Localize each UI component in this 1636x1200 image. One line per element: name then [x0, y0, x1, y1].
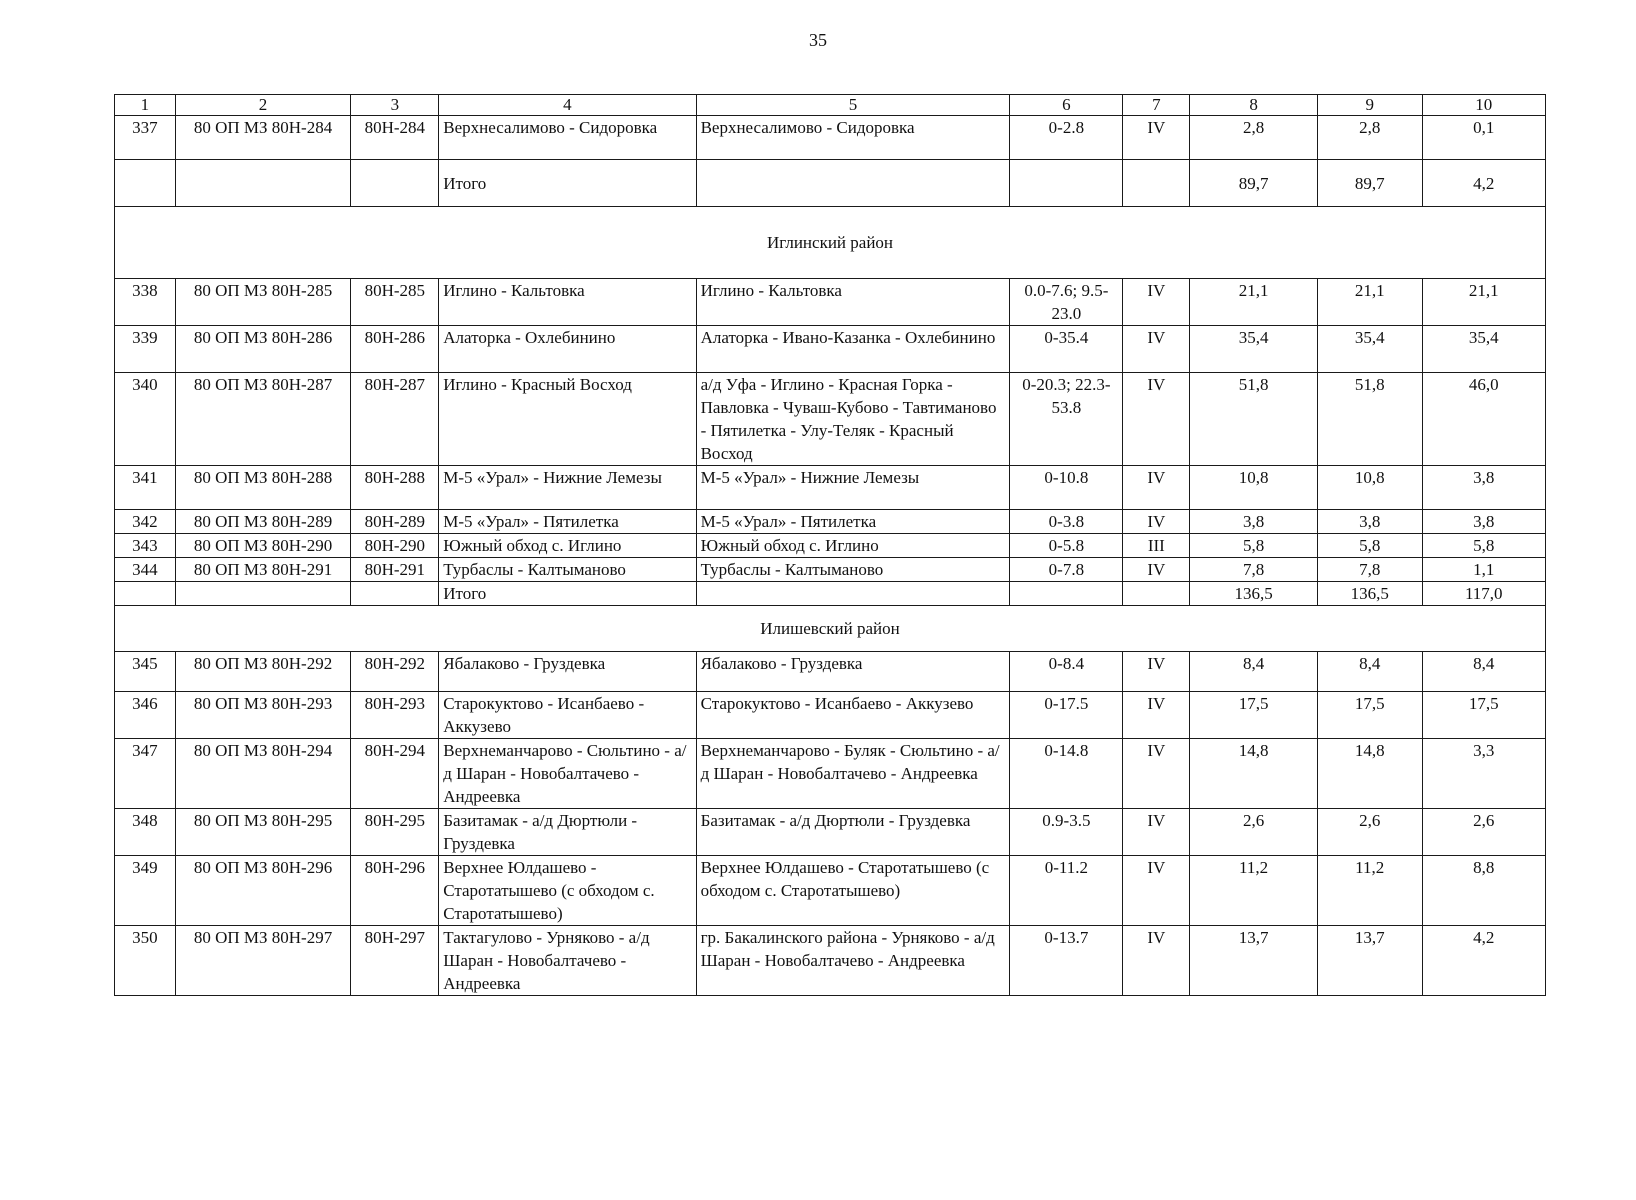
- road-id: 80Н-289: [351, 510, 439, 534]
- empty-cell: [1123, 160, 1190, 207]
- length-region: 13,7: [1317, 926, 1422, 996]
- km-range: 0-13.7: [1010, 926, 1123, 996]
- length-region: 10,8: [1317, 466, 1422, 510]
- row-number: 345: [115, 652, 176, 692]
- district-row: [115, 606, 1546, 652]
- total-label: Итого: [439, 160, 696, 207]
- table-row: [115, 466, 1546, 510]
- road-id: 80Н-290: [351, 534, 439, 558]
- length-hard: 5,8: [1422, 534, 1546, 558]
- route-description: Базитамак - а/д Дюртюли - Груздевка: [696, 809, 1010, 856]
- road-id: 80Н-287: [351, 373, 439, 466]
- road-name: Южный обход с. Иглино: [439, 534, 696, 558]
- total-length-total: 136,5: [1190, 582, 1318, 606]
- road-code: 80 ОП МЗ 80Н-293: [175, 692, 351, 739]
- table-row: [115, 692, 1546, 739]
- km-range: 0.0-7.6; 9.5-23.0: [1010, 279, 1123, 326]
- category: IV: [1123, 809, 1190, 856]
- length-hard: 2,6: [1422, 809, 1546, 856]
- length-hard: 4,2: [1422, 926, 1546, 996]
- length-hard: 1,1: [1422, 558, 1546, 582]
- empty-cell: [175, 582, 351, 606]
- total-row: [115, 160, 1546, 207]
- category: IV: [1123, 326, 1190, 373]
- category: III: [1123, 534, 1190, 558]
- category: IV: [1123, 279, 1190, 326]
- road-id: 80Н-286: [351, 326, 439, 373]
- empty-cell: [1010, 160, 1123, 207]
- table-body: [115, 95, 1546, 996]
- length-hard: 3,8: [1422, 510, 1546, 534]
- length-hard: 8,4: [1422, 652, 1546, 692]
- km-range: 0-8.4: [1010, 652, 1123, 692]
- row-number: 346: [115, 692, 176, 739]
- road-id: 80Н-295: [351, 809, 439, 856]
- length-region: 7,8: [1317, 558, 1422, 582]
- empty-cell: [175, 160, 351, 207]
- length-total: 21,1: [1190, 279, 1318, 326]
- km-range: 0-7.8: [1010, 558, 1123, 582]
- empty-cell: [1123, 582, 1190, 606]
- length-total: 7,8: [1190, 558, 1318, 582]
- road-name: Ябалаково - Груздевка: [439, 652, 696, 692]
- road-code: 80 ОП МЗ 80Н-286: [175, 326, 351, 373]
- road-id: 80Н-284: [351, 116, 439, 160]
- length-total: 13,7: [1190, 926, 1318, 996]
- table-row: [115, 809, 1546, 856]
- road-code: 80 ОП МЗ 80Н-284: [175, 116, 351, 160]
- road-code: 80 ОП МЗ 80Н-297: [175, 926, 351, 996]
- category: IV: [1123, 466, 1190, 510]
- table-row: [115, 856, 1546, 926]
- road-id: 80Н-293: [351, 692, 439, 739]
- road-id: 80Н-285: [351, 279, 439, 326]
- road-id: 80Н-296: [351, 856, 439, 926]
- length-region: 2,6: [1317, 809, 1422, 856]
- empty-cell: [115, 582, 176, 606]
- category: IV: [1123, 373, 1190, 466]
- column-number: 9: [1317, 95, 1422, 116]
- row-number: 344: [115, 558, 176, 582]
- road-code: 80 ОП МЗ 80Н-292: [175, 652, 351, 692]
- table-row: [115, 510, 1546, 534]
- length-total: 17,5: [1190, 692, 1318, 739]
- total-row: [115, 582, 1546, 606]
- km-range: 0-20.3; 22.3-53.8: [1010, 373, 1123, 466]
- length-total: 8,4: [1190, 652, 1318, 692]
- length-hard: 8,8: [1422, 856, 1546, 926]
- road-id: 80Н-294: [351, 739, 439, 809]
- length-region: 51,8: [1317, 373, 1422, 466]
- road-name: Турбаслы - Калтыманово: [439, 558, 696, 582]
- route-description: Южный обход с. Иглино: [696, 534, 1010, 558]
- route-description: а/д Уфа - Иглино - Красная Горка - Павловка - Чуваш-Кубово - Тавтиманово - Пятилетка - Улу-Теляк - Красный Восход: [696, 373, 1010, 466]
- row-number: 349: [115, 856, 176, 926]
- route-description: М-5 «Урал» - Пятилетка: [696, 510, 1010, 534]
- road-id: 80Н-291: [351, 558, 439, 582]
- route-description: Турбаслы - Калтыманово: [696, 558, 1010, 582]
- road-code: 80 ОП МЗ 80Н-294: [175, 739, 351, 809]
- category: IV: [1123, 926, 1190, 996]
- road-code: 80 ОП МЗ 80Н-291: [175, 558, 351, 582]
- road-name: Верхнеманчарово - Сюльтино - а/д Шаран - Новобалтачево - Андреевка: [439, 739, 696, 809]
- km-range: 0-5.8: [1010, 534, 1123, 558]
- length-region: 2,8: [1317, 116, 1422, 160]
- total-length-total: 89,7: [1190, 160, 1318, 207]
- km-range: 0-10.8: [1010, 466, 1123, 510]
- length-region: 3,8: [1317, 510, 1422, 534]
- length-total: 2,8: [1190, 116, 1318, 160]
- table-row: [115, 534, 1546, 558]
- length-region: 11,2: [1317, 856, 1422, 926]
- column-number: 1: [115, 95, 176, 116]
- length-region: 21,1: [1317, 279, 1422, 326]
- length-total: 2,6: [1190, 809, 1318, 856]
- row-number: 342: [115, 510, 176, 534]
- length-region: 14,8: [1317, 739, 1422, 809]
- road-name: Старокуктово - Исанбаево - Аккузево: [439, 692, 696, 739]
- road-name: Иглино - Красный Восход: [439, 373, 696, 466]
- district-row: [115, 207, 1546, 279]
- road-code: 80 ОП МЗ 80Н-289: [175, 510, 351, 534]
- length-total: 14,8: [1190, 739, 1318, 809]
- total-length-hard: 4,2: [1422, 160, 1546, 207]
- km-range: 0-17.5: [1010, 692, 1123, 739]
- road-name: Базитамак - а/д Дюртюли - Груздевка: [439, 809, 696, 856]
- row-number: 343: [115, 534, 176, 558]
- row-number: 347: [115, 739, 176, 809]
- table-row: [115, 739, 1546, 809]
- road-id: 80Н-288: [351, 466, 439, 510]
- row-number: 339: [115, 326, 176, 373]
- road-id: 80Н-297: [351, 926, 439, 996]
- length-region: 5,8: [1317, 534, 1422, 558]
- column-number: 10: [1422, 95, 1546, 116]
- road-code: 80 ОП МЗ 80Н-296: [175, 856, 351, 926]
- km-range: 0-35.4: [1010, 326, 1123, 373]
- road-name: Верхнее Юлдашево - Старотатышево (с обходом с. Старотатышево): [439, 856, 696, 926]
- category: IV: [1123, 692, 1190, 739]
- row-number: 348: [115, 809, 176, 856]
- length-region: 35,4: [1317, 326, 1422, 373]
- row-number: 337: [115, 116, 176, 160]
- table-row: [115, 652, 1546, 692]
- route-description: Верхнесалимово - Сидоровка: [696, 116, 1010, 160]
- length-total: 35,4: [1190, 326, 1318, 373]
- empty-cell: [115, 160, 176, 207]
- length-hard: 17,5: [1422, 692, 1546, 739]
- empty-cell: [696, 582, 1010, 606]
- length-total: 3,8: [1190, 510, 1318, 534]
- road-name: Иглино - Кальтовка: [439, 279, 696, 326]
- table-row: [115, 116, 1546, 160]
- total-label: Итого: [439, 582, 696, 606]
- route-description: М-5 «Урал» - Нижние Лемезы: [696, 466, 1010, 510]
- category: IV: [1123, 739, 1190, 809]
- route-description: Ябалаково - Груздевка: [696, 652, 1010, 692]
- km-range: 0-2.8: [1010, 116, 1123, 160]
- length-total: 10,8: [1190, 466, 1318, 510]
- road-code: 80 ОП МЗ 80Н-285: [175, 279, 351, 326]
- category: IV: [1123, 510, 1190, 534]
- empty-cell: [1010, 582, 1123, 606]
- column-number-row: [115, 95, 1546, 116]
- route-description: Верхнее Юлдашево - Старотатышево (с обходом с. Старотатышево): [696, 856, 1010, 926]
- row-number: 341: [115, 466, 176, 510]
- length-total: 5,8: [1190, 534, 1318, 558]
- total-length-region: 89,7: [1317, 160, 1422, 207]
- road-code: 80 ОП МЗ 80Н-287: [175, 373, 351, 466]
- length-region: 17,5: [1317, 692, 1422, 739]
- column-number: 5: [696, 95, 1010, 116]
- road-name: М-5 «Урал» - Нижние Лемезы: [439, 466, 696, 510]
- row-number: 338: [115, 279, 176, 326]
- road-code: 80 ОП МЗ 80Н-295: [175, 809, 351, 856]
- road-code: 80 ОП МЗ 80Н-290: [175, 534, 351, 558]
- table-row: [115, 926, 1546, 996]
- column-number: 7: [1123, 95, 1190, 116]
- column-number: 3: [351, 95, 439, 116]
- road-name: Верхнесалимово - Сидоровка: [439, 116, 696, 160]
- category: IV: [1123, 652, 1190, 692]
- length-hard: 21,1: [1422, 279, 1546, 326]
- category: IV: [1123, 558, 1190, 582]
- length-total: 51,8: [1190, 373, 1318, 466]
- table-row: [115, 373, 1546, 466]
- category: IV: [1123, 116, 1190, 160]
- length-region: 8,4: [1317, 652, 1422, 692]
- route-description: Иглино - Кальтовка: [696, 279, 1010, 326]
- length-hard: 3,8: [1422, 466, 1546, 510]
- total-length-hard: 117,0: [1422, 582, 1546, 606]
- road-name: Алаторка - Охлебинино: [439, 326, 696, 373]
- route-description: гр. Бакалинского района - Урняково - а/д Шаран - Новобалтачево - Андреевка: [696, 926, 1010, 996]
- column-number: 8: [1190, 95, 1318, 116]
- page-number: 35: [809, 30, 827, 50]
- length-hard: 0,1: [1422, 116, 1546, 160]
- row-number: 350: [115, 926, 176, 996]
- length-hard: 3,3: [1422, 739, 1546, 809]
- row-number: 340: [115, 373, 176, 466]
- column-number: 4: [439, 95, 696, 116]
- route-description: Старокуктово - Исанбаево - Аккузево: [696, 692, 1010, 739]
- road-name: М-5 «Урал» - Пятилетка: [439, 510, 696, 534]
- km-range: 0-11.2: [1010, 856, 1123, 926]
- category: IV: [1123, 856, 1190, 926]
- route-description: Верхнеманчарово - Буляк - Сюльтино - а/д Шаран - Новобалтачево - Андреевка: [696, 739, 1010, 809]
- length-hard: 35,4: [1422, 326, 1546, 373]
- district-title: Иглинский район: [115, 207, 1546, 279]
- road-code: 80 ОП МЗ 80Н-288: [175, 466, 351, 510]
- road-name: Тактагулово - Урняково - а/д Шаран - Новобалтачево - Андреевка: [439, 926, 696, 996]
- empty-cell: [696, 160, 1010, 207]
- km-range: 0-3.8: [1010, 510, 1123, 534]
- route-description: Алаторка - Ивано-Казанка - Охлебинино: [696, 326, 1010, 373]
- table-row: [115, 279, 1546, 326]
- length-total: 11,2: [1190, 856, 1318, 926]
- road-id: 80Н-292: [351, 652, 439, 692]
- table-row: [115, 326, 1546, 373]
- table-row: [115, 558, 1546, 582]
- column-number: 6: [1010, 95, 1123, 116]
- empty-cell: [351, 582, 439, 606]
- length-hard: 46,0: [1422, 373, 1546, 466]
- empty-cell: [351, 160, 439, 207]
- km-range: 0-14.8: [1010, 739, 1123, 809]
- roads-table: [114, 94, 1546, 996]
- district-title: Илишевский район: [115, 606, 1546, 652]
- column-number: 2: [175, 95, 351, 116]
- km-range: 0.9-3.5: [1010, 809, 1123, 856]
- total-length-region: 136,5: [1317, 582, 1422, 606]
